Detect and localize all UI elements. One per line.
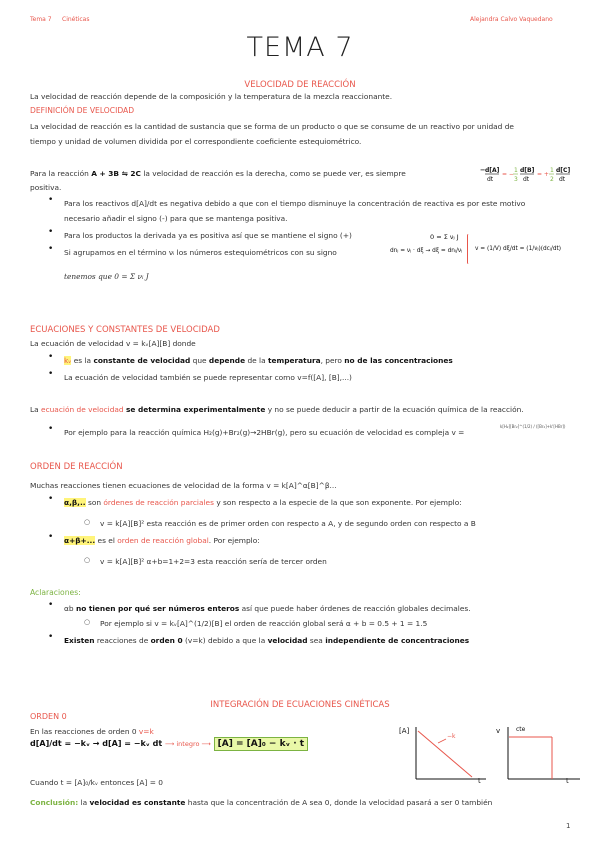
s2-bullet-2: La ecuación de velocidad también se puede representar como v=f([A], [B],...) bbox=[64, 373, 352, 382]
aclaracion-1 bbox=[64, 602, 471, 616]
s3-b2-text: . Por ejemplo: bbox=[208, 536, 260, 545]
s1-bullet-2: Para los productos la derivada ya es positiva así que se mantiene el signo (+) bbox=[64, 231, 352, 240]
section-integracion-heading: INTEGRACIÓN DE ECUACIONES CINÉTICAS bbox=[210, 700, 390, 710]
section-ecuaciones-heading: ECUACIONES Y CONSTANTES DE VELOCIDAD bbox=[30, 325, 220, 335]
svg-text:d[B]: d[B] bbox=[520, 167, 535, 174]
orden0-intro-red: v=k bbox=[138, 727, 154, 736]
bullet-dot: • bbox=[48, 494, 54, 504]
s2-b1-text: de la bbox=[247, 356, 266, 365]
orden0-eq1: d[A]/dt = −kᵥ → d[A] = −kᵥ dt bbox=[30, 739, 163, 748]
para-reaction bbox=[30, 167, 406, 181]
s3-b2-red: orden de reacción global bbox=[117, 536, 209, 545]
svg-text:−: − bbox=[480, 166, 486, 174]
svg-text:2: 2 bbox=[550, 176, 554, 183]
bullet-dot: • bbox=[48, 227, 54, 237]
rate-equation-svg bbox=[478, 163, 578, 187]
aclaraciones-heading: Aclaraciones: bbox=[30, 588, 81, 597]
conclusion-label: Conclusión: bbox=[30, 798, 79, 807]
orden0-intro bbox=[30, 725, 154, 739]
def-text-1: La velocidad de reacción es la cantidad de sustancia que se forma de un producto o que se consume de un reactivo por unidad de bbox=[30, 122, 514, 131]
s3-b1-text: y son respecto a la especie de la que son exponente. Por ejemplo: bbox=[216, 498, 462, 507]
orden0-equation bbox=[30, 739, 308, 749]
graph-1-slope-label: −k bbox=[447, 733, 456, 740]
conclusion bbox=[30, 796, 492, 810]
s3-bullet-1 bbox=[64, 496, 462, 510]
alpha-beta-highlight: α,β,.. bbox=[64, 498, 86, 507]
graph-1-svg bbox=[398, 723, 488, 788]
aclaracion-sub: Por ejemplo si v = kᵥ[A]^(1/2)[B] el orden de reacción global será α + b = 0.5 + 1 = 1.5 bbox=[100, 619, 428, 628]
reaction-formula: A + 3B ⇋ 2C bbox=[91, 169, 141, 178]
s3-b2-text: es el bbox=[97, 536, 115, 545]
s3-bullet-2 bbox=[64, 534, 260, 548]
rate-equation bbox=[478, 163, 578, 189]
integro-label: integro bbox=[176, 740, 200, 748]
ac2-text: (v=k) debido a que la bbox=[184, 636, 266, 645]
s3-sub-1: v = k[A][B]² esta reacción es de primer orden con respecto a A, y de segundo orden con respecto a B bbox=[100, 519, 476, 528]
graph-2-line-label: cte bbox=[516, 726, 526, 733]
bullet-dot: • bbox=[48, 369, 54, 379]
svg-text:1: 1 bbox=[550, 167, 554, 174]
svg-text:3: 3 bbox=[514, 176, 518, 183]
bullet-dot: • bbox=[48, 244, 54, 254]
s2-para-post: y no se puede deducir a partir de la ecuación química de la reacción. bbox=[267, 405, 524, 414]
para-reaction-post: la velocidad de reacción es la derecha, como se puede ver, es siempre bbox=[143, 169, 406, 178]
conclusion-text: la bbox=[80, 798, 88, 807]
s1-bullet-1-cont: necesario añadir el signo (-) para que se mantenga positiva. bbox=[64, 214, 288, 223]
svg-text:1: 1 bbox=[514, 167, 518, 174]
conclusion-text: hasta que la concentración de A sea 0, donde la velocidad pasará a ser 0 también bbox=[187, 798, 493, 807]
bullet-dot: • bbox=[48, 195, 54, 205]
graph-1-pointer bbox=[438, 739, 446, 743]
graph-1-y-label: [A] bbox=[399, 727, 410, 735]
section-orden-heading: ORDEN DE REACCIÓN bbox=[30, 462, 123, 472]
s2-para bbox=[30, 403, 524, 417]
s2-para-red: ecuación de velocidad bbox=[41, 405, 124, 414]
svg-text:= −: = − bbox=[502, 171, 514, 178]
graph-2-svg bbox=[494, 723, 584, 788]
kv-highlight: kᵥ bbox=[64, 356, 72, 365]
graph-1-x-label: t bbox=[478, 777, 481, 785]
s2-b1-bold: temperatura bbox=[267, 356, 321, 365]
sub-bullet-circle: ○ bbox=[84, 618, 91, 626]
bullet-dot: • bbox=[48, 424, 54, 434]
side-eq-1: 0 = Σ νⱼ J bbox=[430, 233, 459, 241]
side-eq-2: dnⱼ = νⱼ · dξ → dξ = dnⱼ/νⱼ bbox=[390, 248, 463, 254]
ac1-pre: αb bbox=[64, 604, 74, 613]
bullet-dot: • bbox=[48, 532, 54, 542]
header-left-1: Tema 7 bbox=[30, 16, 52, 23]
complex-fraction: k[H₂][Br₂]^(1/2) / ([Br₂]+k'[HBr]) bbox=[500, 424, 566, 429]
integro-arrow: ⟶ integro ⟶ bbox=[164, 740, 211, 748]
svg-text:d[A]: d[A] bbox=[485, 167, 500, 174]
ac1-post: así que puede haber órdenes de reacción globales decimales. bbox=[241, 604, 471, 613]
section-velocidad-heading: VELOCIDAD DE REACCIÓN bbox=[244, 80, 356, 90]
para-reaction-pre: Para la reacción bbox=[30, 169, 89, 178]
s3-intro: Muchas reacciones tienen ecuaciones de velocidad de la forma v = k[A]^α[B]^β... bbox=[30, 481, 337, 490]
graph-1-line bbox=[418, 731, 472, 777]
graph-velocity-vs-time bbox=[494, 723, 584, 792]
svg-text:dt: dt bbox=[487, 176, 494, 183]
s2-intro: La ecuación de velocidad v = kᵥ[A][B] donde bbox=[30, 339, 196, 348]
svg-text:= +: = + bbox=[537, 171, 549, 178]
ac2-text: reacciones de bbox=[96, 636, 149, 645]
ac1-bold: no tienen por qué ser números enteros bbox=[75, 604, 240, 613]
conclusion-bold: velocidad es constante bbox=[89, 798, 186, 807]
s1-bullet-3: Si agrupamos en el término νᵢ los números estequiométricos con su signo bbox=[64, 248, 337, 257]
para-reaction-end: positiva. bbox=[30, 183, 62, 192]
bullet-dot: • bbox=[48, 632, 54, 642]
orden0-heading: ORDEN 0 bbox=[30, 712, 67, 721]
s3-b1-text: son bbox=[87, 498, 102, 507]
s3-b1-red: órdenes de reacción parciales bbox=[103, 498, 214, 507]
header-left-2: Cinéticas bbox=[62, 16, 90, 23]
def-heading: DEFINICIÓN DE VELOCIDAD bbox=[30, 106, 135, 115]
s2-b1-bold: depende bbox=[208, 356, 246, 365]
s2-b1-bold: no de las concentraciones bbox=[344, 356, 453, 365]
s1-bullet-1: Para los reactivos d[A]/dt es negativa debido a que con el tiempo disminuye la concentración de reactiva es por este motivo bbox=[64, 199, 526, 208]
def-text-2: tiempo y unidad de volumen dividida por el correspondiente coeficiente estequiométrico. bbox=[30, 137, 362, 146]
orden0-intro-pre: En las reacciones de orden 0 bbox=[30, 727, 137, 736]
header-right: Alejandra Calvo Vaquedano bbox=[470, 16, 553, 23]
s2-b1-text: , pero bbox=[320, 356, 342, 365]
graph-concentration-vs-time bbox=[398, 723, 488, 792]
s1-bullet-3-cont: tenemos que 0 = Σ νᵢ J bbox=[64, 272, 149, 281]
s2-para-bold: se determina experimentalmente bbox=[125, 405, 266, 414]
page-number: 1 bbox=[566, 822, 571, 830]
side-eq-3: v = (1/V) dξ/dt = (1/νⱼ)(dcⱼ/dt) bbox=[475, 246, 562, 252]
ac2-bold: velocidad bbox=[267, 636, 308, 645]
s2-para-pre: La bbox=[30, 405, 39, 414]
integrated-equation-box: [A] = [A]₀ − kᵥ · t bbox=[214, 737, 308, 751]
s2-b1-text: es la bbox=[73, 356, 92, 365]
graph-2-y-label: v bbox=[496, 727, 501, 735]
page-title: TEMA 7 bbox=[246, 32, 354, 63]
s2-bullet-1 bbox=[64, 354, 453, 368]
aclaracion-2 bbox=[64, 634, 469, 648]
bullet-dot: • bbox=[48, 352, 54, 362]
graph-2-x-label: t bbox=[566, 777, 569, 785]
svg-text:d[C]: d[C] bbox=[556, 167, 571, 174]
bullet-dot: • bbox=[48, 600, 54, 610]
bracket-divider bbox=[467, 234, 470, 264]
sub-bullet-circle: ○ bbox=[84, 556, 91, 564]
s2-b1-text: que bbox=[192, 356, 207, 365]
ac2-bold: independiente de concentraciones bbox=[325, 636, 470, 645]
svg-text:dt: dt bbox=[523, 176, 530, 183]
ac2-bold: Existen bbox=[64, 636, 95, 645]
s2-b1-bold: constante de velocidad bbox=[93, 356, 191, 365]
cuando-line: Cuando t = [A]₀/kᵥ entonces [A] = 0 bbox=[30, 778, 163, 787]
ac2-text: sea bbox=[309, 636, 323, 645]
sub-bullet-circle: ○ bbox=[84, 518, 91, 526]
svg-text:dt: dt bbox=[559, 176, 566, 183]
s2-bullet-3: Por ejemplo para la reacción química H₂(g)+Br₂(g)→2HBr(g), pero su ecuación de velocidad es compleja v = bbox=[64, 428, 465, 437]
alpha-sum-highlight: α+β+... bbox=[64, 536, 96, 545]
ac2-bold: orden 0 bbox=[150, 636, 183, 645]
s1-intro: La velocidad de reacción depende de la composición y la temperatura de la mezcla reaccionante. bbox=[30, 92, 393, 101]
s3-sub-2: v = k[A][B]² α+b=1+2=3 esta reacción sería de tercer orden bbox=[100, 557, 327, 566]
